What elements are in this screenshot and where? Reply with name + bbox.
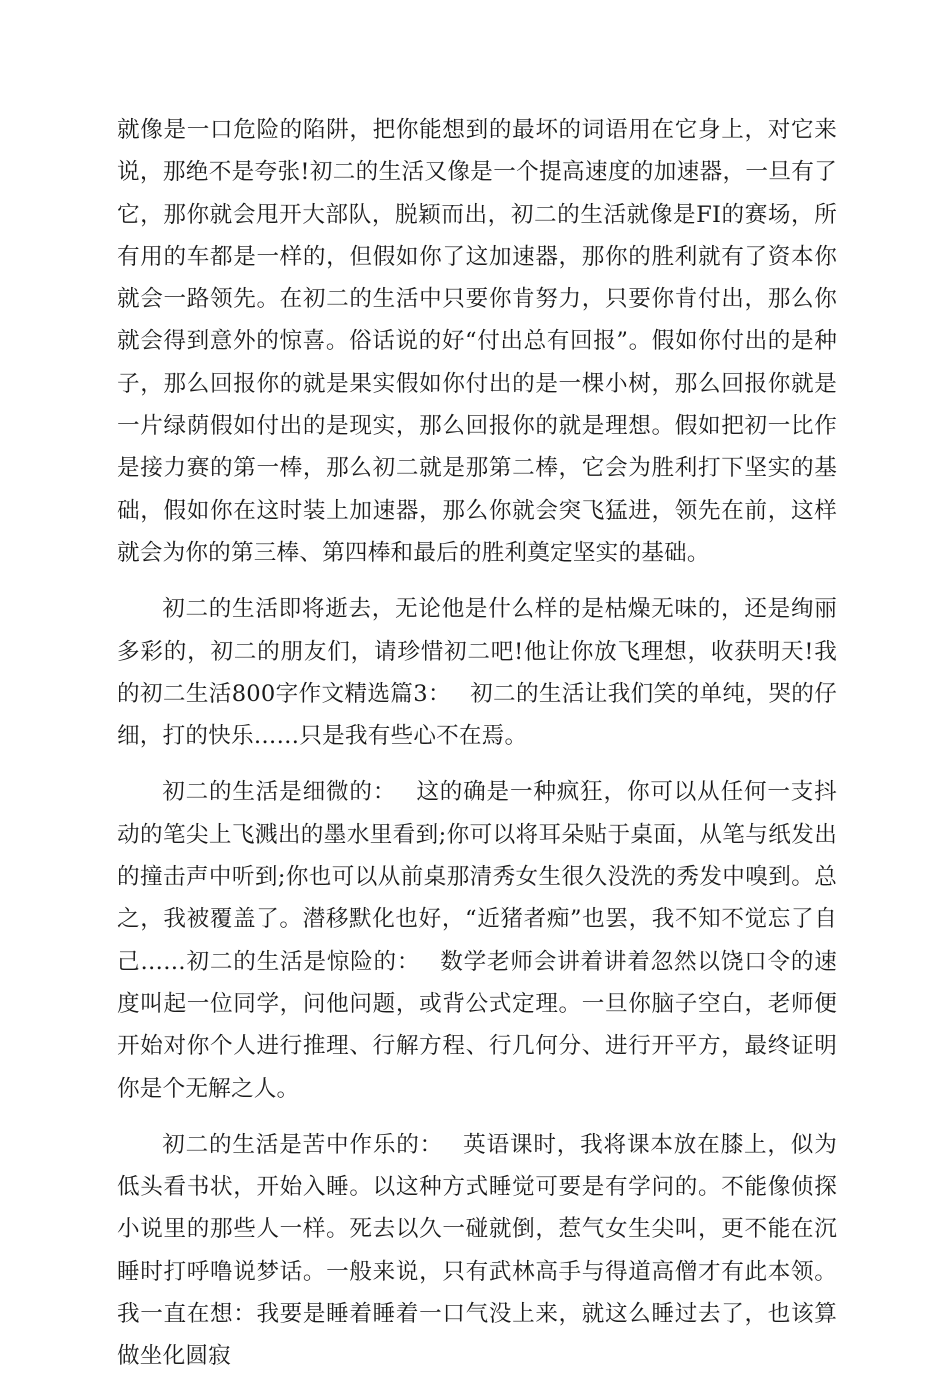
paragraph-3: 初二的生活是细微的： 这的确是一种疯狂，你可以从任何一支抖动的笔尖上飞溅出的墨水里看到;你可以将耳朵贴于桌面，从笔与纸发出的撞击声中听到;你也可以从前桌那清秀女生很久没洗的秀发中嗅到。总之，我被覆盖了。潜移默化也好，“近猪者痴”也罢，我不知不觉忘了自己……初二的生活是惊险的： 数学老师会讲着讲着忽然以饶口令的速度叫起一位同学，问他问题，或背公式定理。一旦你脑子空白，老师便开始对你个人进行推理、行解方程、行几何分、进行开平方，最终证明你是个无解之人。 bbox=[117, 779, 837, 1102]
paragraph-1: 就像是一口危险的陷阱，把你能想到的最坏的词语用在它身上，对它来说，那绝不是夸张!初二的生活又像是一个提高速度的加速器，一旦有了它，那你就会甩开大部队，脱颖而出，初二的生活就像是FI的赛场，所有用的车都是一样的，但假如你了这加速器，那你的胜利就有了资本你就会一路领先。在初二的生活中只要你肯努力，只要你肯付出，那么你就会得到意外的惊喜。俗话说的好“付出总有回报”。假如你付出的是种子，那么回报你的就是果实假如你付出的是一棵小树，那么回报你就是一片绿荫假如付出的是现实，那么回报你的就是理想。假如把初一比作是接力赛的第一棒，那么初二就是那第二棒，它会为胜利打下坚实的基础，假如你在这时装上加速器，那么你就会突飞猛进，领先在前，这样就会为你的第三棒、第四棒和最后的胜利奠定坚实的基础。 bbox=[117, 117, 837, 566]
paragraph-2: 初二的生活即将逝去，无论他是什么样的是枯燥无味的，还是绚丽多彩的，初二的朋友们，请珍惜初二吧!他让你放飞理想，收获明天!我的初二生活800字作文精选篇3： 初二的生活让我们笑的单纯，哭的仔细，打的快乐……只是我有些心不在焉。 bbox=[117, 596, 837, 750]
essay-text bbox=[117, 109, 837, 1378]
paragraph-4: 初二的生活是苦中作乐的： 英语课时，我将课本放在膝上，似为低头看书状，开始入睡。以这种方式睡觉可要是有学问的。不能像侦探小说里的那些人一样。死去以久一碰就倒，惹气女生尖叫，更不能在沉睡时打呼噜说梦话。一般来说，只有武林高手与得道高僧才有此本领。我一直在想：我要是睡着睡着一口气没上来，就这么睡过去了，也该算做坐化圆寂 bbox=[117, 1131, 837, 1370]
